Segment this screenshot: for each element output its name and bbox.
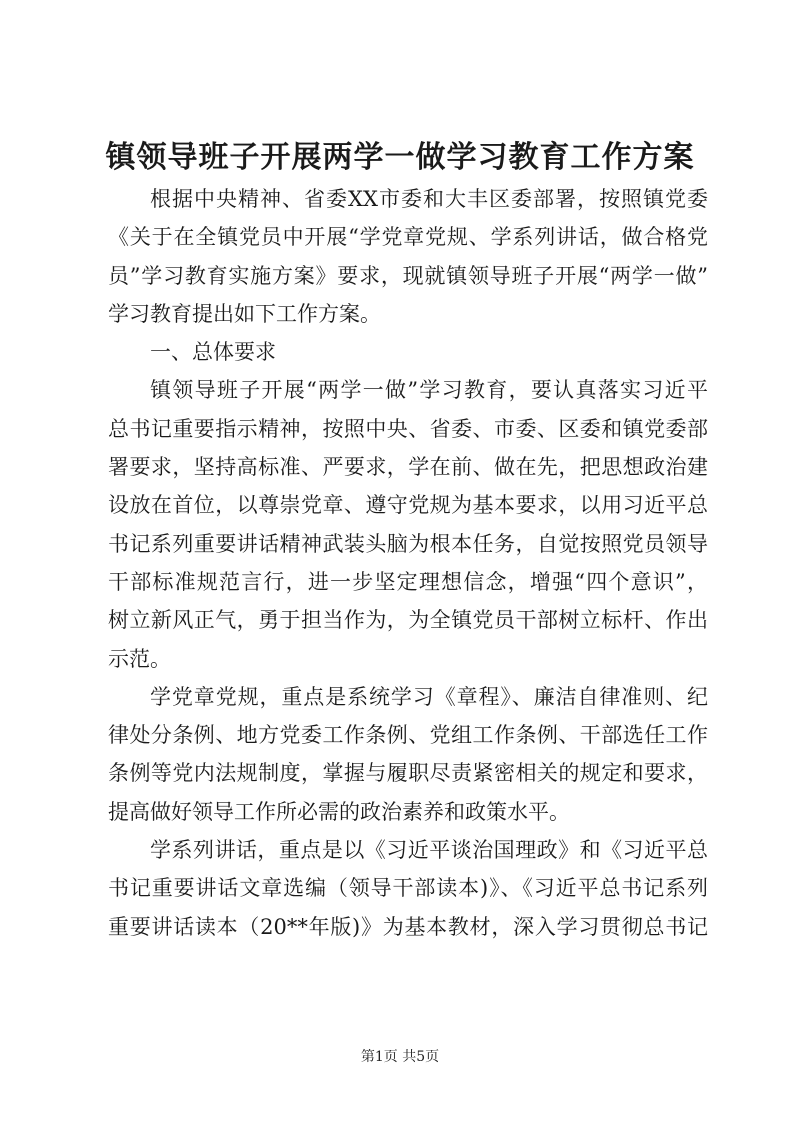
- paragraph-line: 镇领导班子开展“两学一做”学习教育，要认真落实习近平: [150, 378, 708, 403]
- paragraph-line: 书记系列重要讲话精神武装头脑为根本任务，自觉按照党员领导: [108, 531, 708, 556]
- paragraph-line: 提高做好领导工作所必需的政治素养和政策水平。: [108, 799, 570, 824]
- page-number-footer: 第1页 共5页: [360, 1049, 440, 1065]
- section-heading: 一、总体要求: [150, 340, 276, 365]
- paragraph-line: 重要讲话读本（20**年版)》为基本教材，深入学习贯彻总书记: [108, 914, 708, 939]
- paragraph-line: 干部标准规范言行，进一步坚定理想信念，增强“四个意识”，: [108, 569, 708, 594]
- paragraph-line: 书记重要讲话文章选编（领导干部读本)》、《习近平总书记系列: [108, 876, 708, 901]
- paragraph-line: 设放在首位，以尊崇党章、遵守党规为基本要求，以用习近平总: [108, 493, 708, 518]
- paragraph-line: 学习教育提出如下工作方案。: [108, 301, 381, 326]
- paragraph-line: 根据中央精神、省委XX市委和大丰区委部署，按照镇党委: [150, 187, 708, 211]
- document-title: 镇领导班子开展两学一做学习教育工作方案: [105, 140, 695, 175]
- paragraph-line: 署要求，坚持高标准、严要求，学在前、做在先，把思想政治建: [108, 455, 708, 480]
- document-body: [108, 180, 708, 946]
- paragraph-line: 学党章党规，重点是系统学习《章程》、廉洁自律准则、纪: [150, 684, 708, 709]
- paragraph-line: 学系列讲话，重点是以《习近平谈治国理政》和《习近平总: [150, 838, 708, 863]
- paragraph-line: 总书记重要指示精神，按照中央、省委、市委、区委和镇党委部: [108, 416, 708, 441]
- paragraph-line: 条例等党内法规制度，掌握与履职尽责紧密相关的规定和要求，: [108, 761, 708, 786]
- paragraph-line: 树立新风正气，勇于担当作为，为全镇党员干部树立标杆、作出: [108, 608, 708, 633]
- paragraph-line: 员”学习教育实施方案》要求，现就镇领导班子开展“两学一做”: [108, 263, 708, 288]
- paragraph-line: 《关于在全镇党员中开展“学党章党规、学系列讲话，做合格党: [108, 225, 708, 250]
- paragraph-line: 律处分条例、地方党委工作条例、党组工作条例、干部选任工作: [108, 723, 708, 748]
- paragraph-line: 示范。: [108, 646, 171, 671]
